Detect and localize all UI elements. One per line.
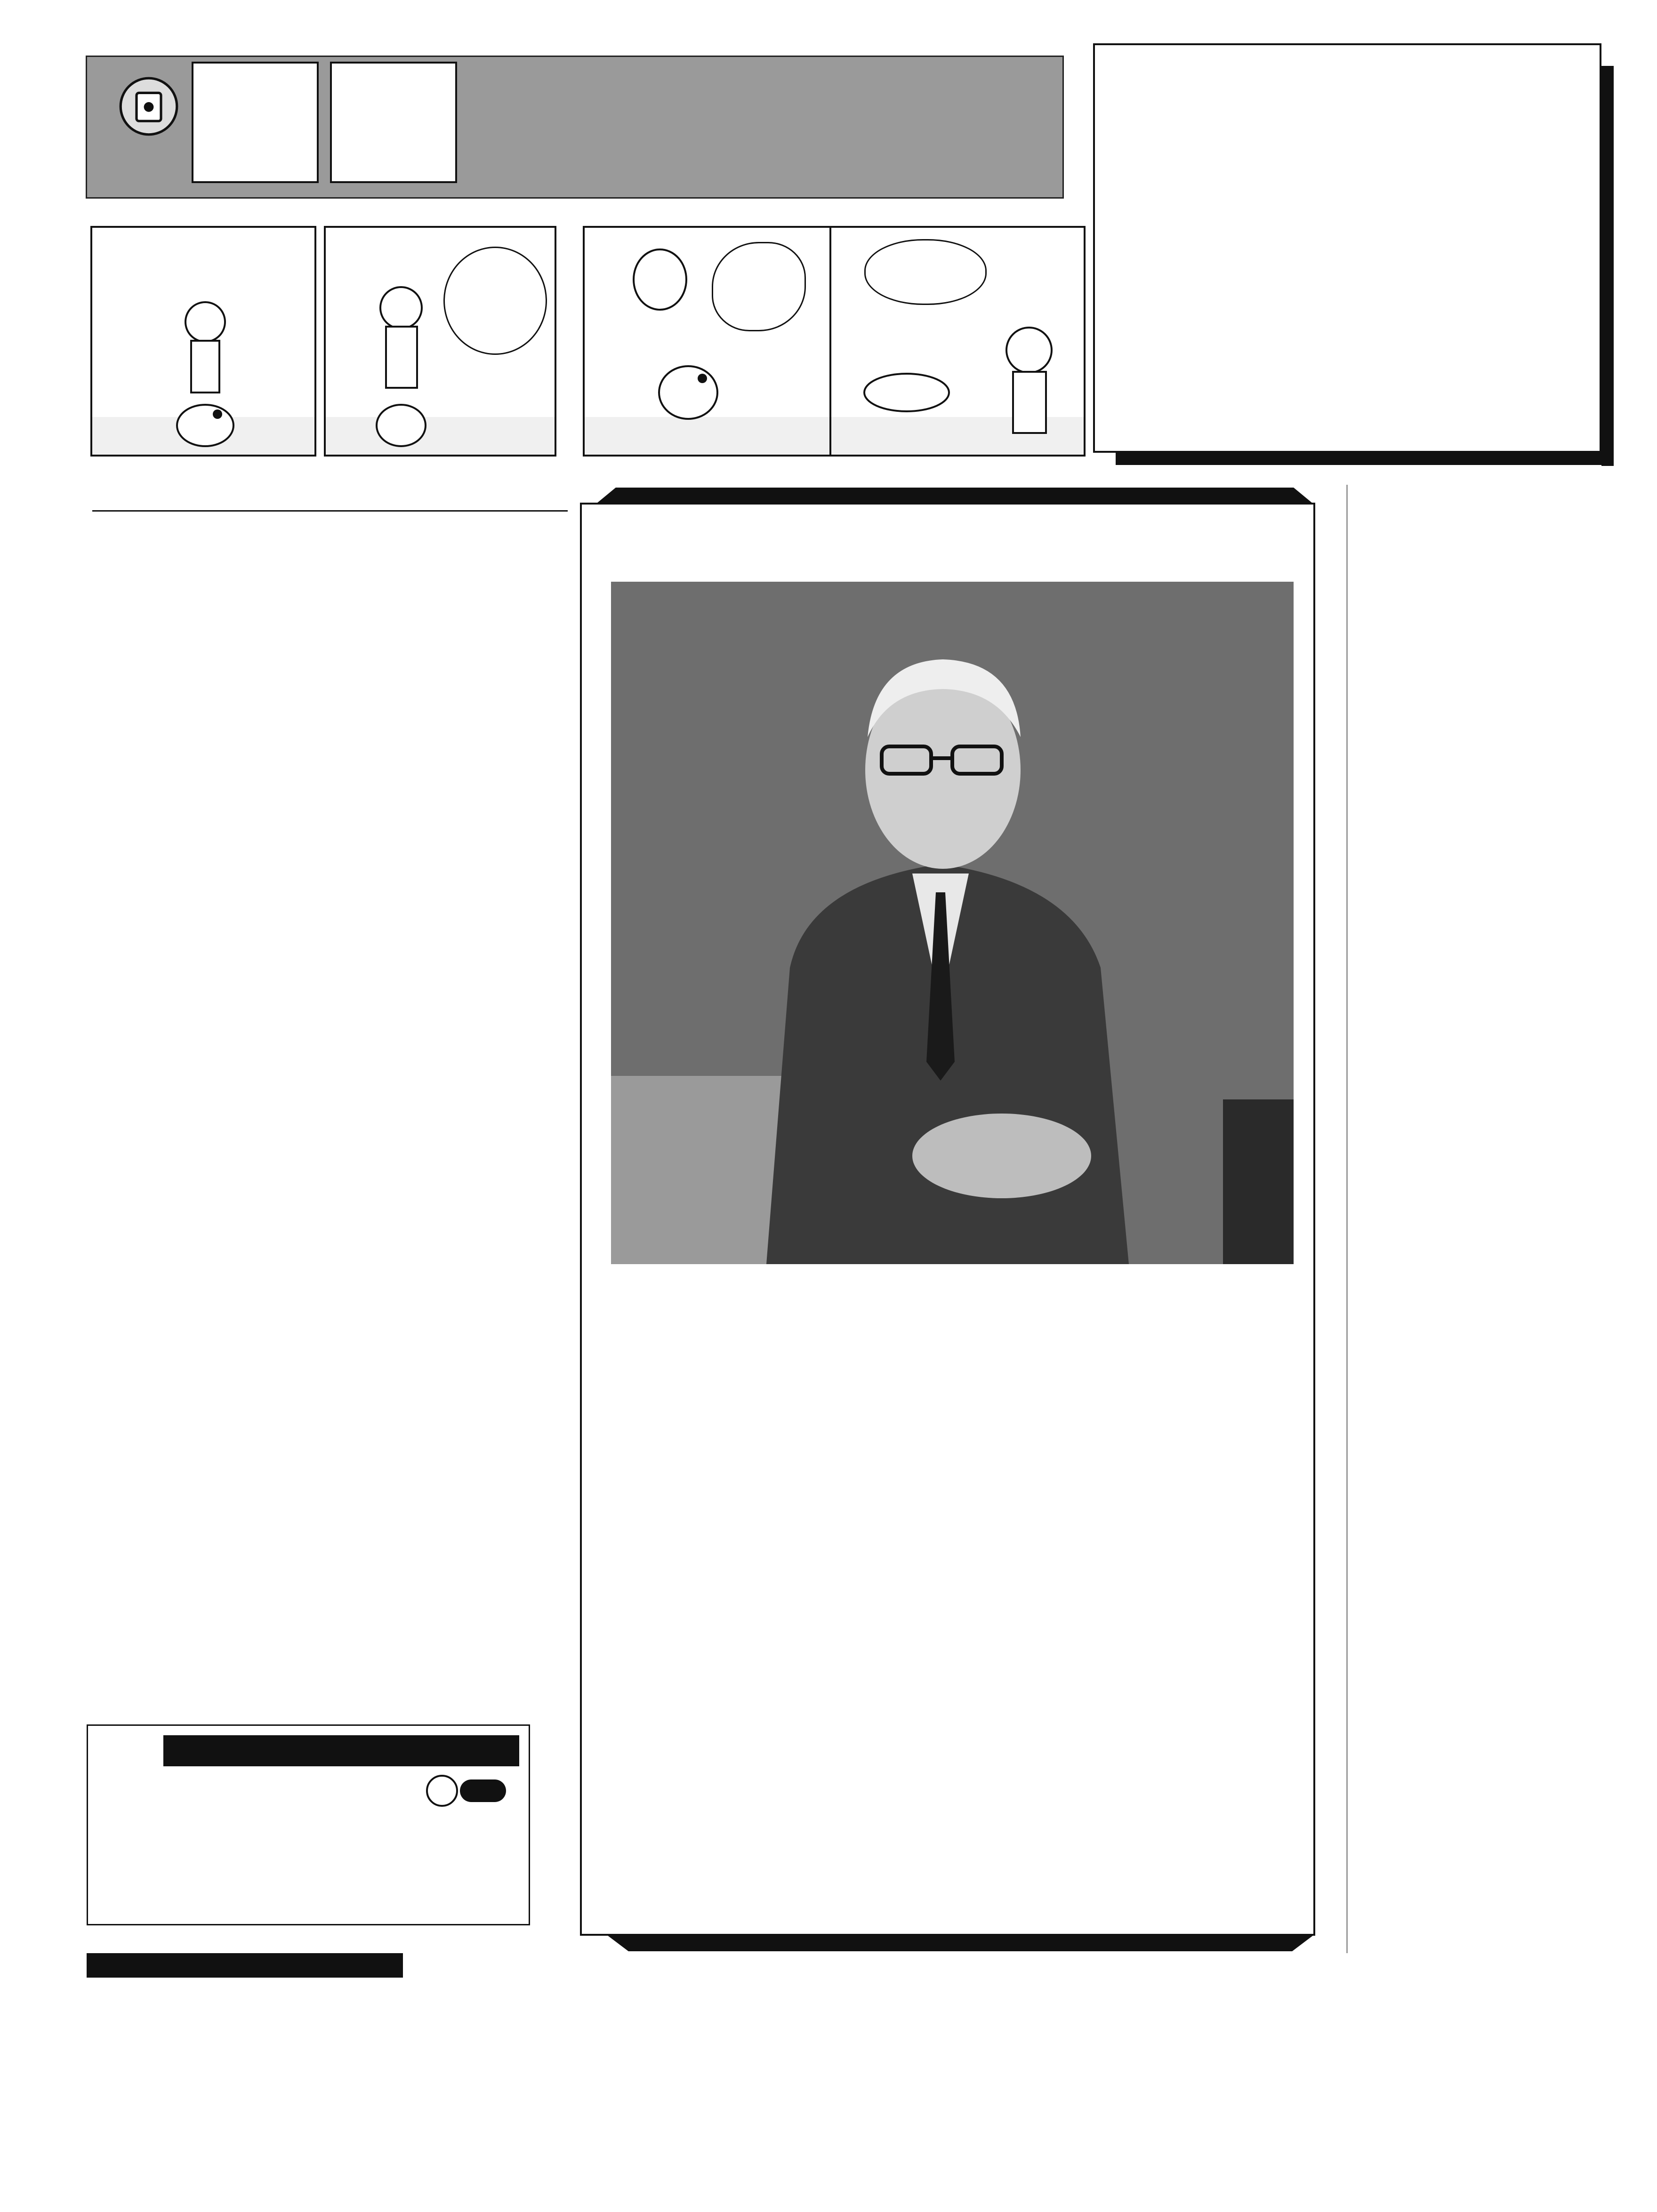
- footer-bar: [125, 1953, 403, 1978]
- masthead: [86, 56, 1064, 199]
- logo-letter-l: [330, 62, 457, 183]
- ad-script-name: [163, 1735, 519, 1766]
- column-rule: [1346, 485, 1348, 1953]
- comic-character-icon: [359, 280, 443, 454]
- portrait-photo: [611, 582, 1294, 1264]
- comic-panel-2: [324, 226, 556, 457]
- logo-letter-d: [192, 62, 319, 183]
- comic-character-icon: [158, 294, 252, 454]
- comic-character-icon: [603, 237, 721, 454]
- ultima-hora-shadow: [1116, 453, 1605, 465]
- coat-of-arms-icon: [118, 76, 179, 137]
- comic-panel-1: [90, 226, 316, 457]
- vw-logo-icon: [426, 1775, 458, 1807]
- decaras-bottom-bar: [607, 1935, 1313, 1951]
- audi-logo-icon: [460, 1779, 506, 1802]
- kicker-rule: [92, 510, 568, 512]
- comic-bubble: [443, 247, 547, 355]
- comic-panel-4: [829, 226, 1086, 457]
- comic-bubble: [864, 239, 987, 305]
- comic-bubble: [712, 242, 806, 331]
- ultima-hora-shadow: [1601, 66, 1614, 466]
- ultima-hora-box: [1093, 43, 1601, 453]
- page-number: [87, 1953, 125, 1978]
- comic-panel-3: [583, 226, 837, 457]
- advertisement: [87, 1724, 530, 1925]
- portrait-silhouette-icon: [611, 582, 1294, 1264]
- comic-character-icon: [841, 298, 1076, 454]
